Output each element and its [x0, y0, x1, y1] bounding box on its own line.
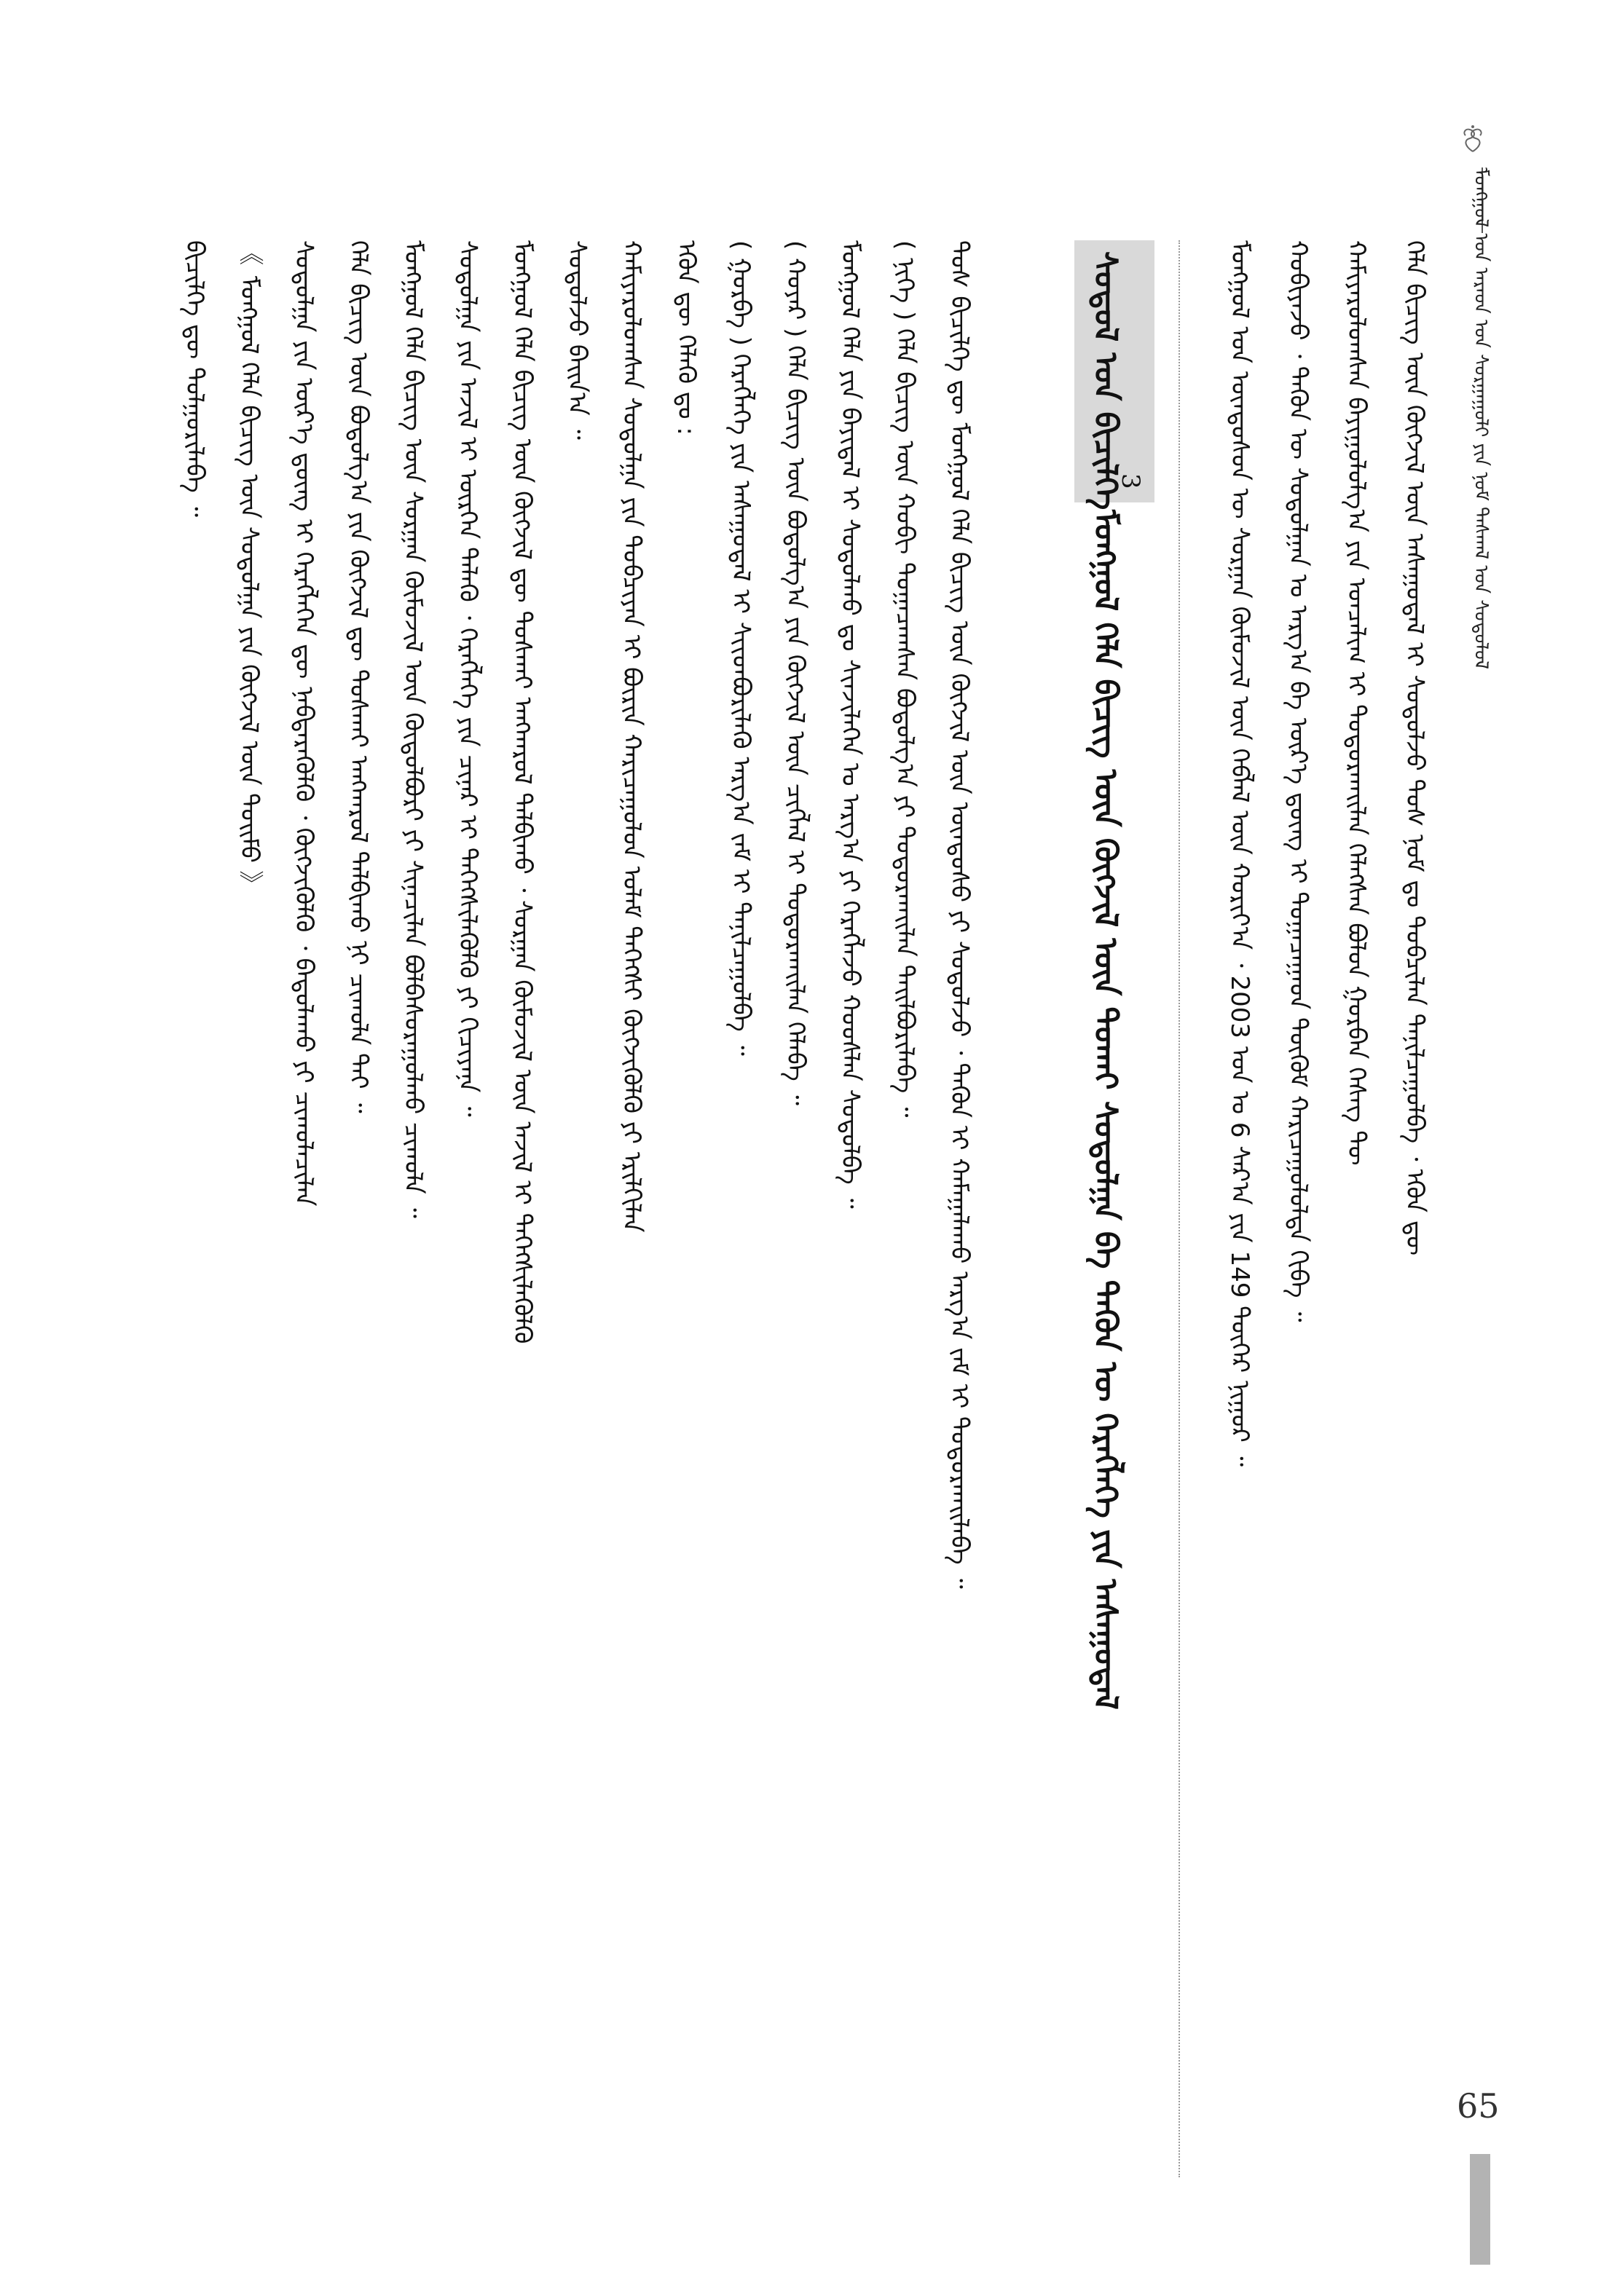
page-tab: [1470, 2154, 1490, 2265]
top-block-line: ᠮᠣᠩᠭᠤᠯ ᠤᠨ ᠦᠨᠳᠦᠰᠦᠨ ᠦ ᠰᠤᠷᠭᠠᠨ ᠬᠦᠮᠦᠵᠢᠯ ᠦᠨ ᠬᠡᠪᠯᠡᠯ ᠦᠨ ᠬᠣᠷᠢᠶ᠎ᠠ ᠂ 2003 ᠣᠨ ᠤ 6 ᠰᠠᠷ᠎ᠠ ᠶᠢᠨ 149 ᠳᠦᠭᠡᠷ ᠨᠢᠭᠤᠷ ᠃: [1225, 240, 1254, 1467]
top-block-line: ᠬᠤᠪᠢᠶᠠᠵᠤ ᠂ ᠲᠡᠭᠦᠨ ᠦ ᠰᠤᠳᠤᠯᠭᠠᠨ ᠤ ᠠᠷᠭ᠎ᠠ ᠪᠠ ᠦᠷ᠎ᠡ ᠳ᠋ᠦᠩ ᠢ ᠲᠣᠭᠠᠴᠠᠭᠠᠳ ᠳᠦᠭᠦᠮ ᠬᠠᠷᠢᠴᠠᠭᠤᠯᠤᠯᠲᠠ ᠬᠢᠪᠡ ᠃: [1283, 240, 1313, 1322]
ornament-icon: [1451, 124, 1495, 153]
paragraph-line: ᠬᠠᠮᠢᠶᠠᠷᠤᠯᠤᠭᠰᠠᠨ ᠰᠤᠳᠤᠯᠭᠠ ᠶᠢᠨ ᠲᠣᠪᠴᠢᠶᠠᠨ ᠢ ᠪᠦᠷᠢᠨ ᠬᠠᠷᠢᠴᠠᠭᠤᠯᠤᠨ ᠤᠯᠠᠮ ᠳᠡᠭᠡᠭᠰᠢ ᠬᠥᠭᠵᠢᠭᠦᠯᠬᠦ ᠶᠢ ᠡᠷᠢᠯᠬᠢᠯᠡᠨ: [617, 240, 646, 1233]
heading-number: 3: [1116, 473, 1145, 489]
paragraph-line: ᠲᠤᠰ ᠪᠢᠴᠢᠯᠭᠡ ᠳᠦ ᠮᠣᠩᠭᠤᠯ ᠬᠡᠯᠡ ᠪᠢᠴᠢᠭ ᠦᠨ ᠬᠥᠭᠵᠢᠯ ᠦᠨ ᠦᠨᠳᠦᠰᠦ ᠶᠢ ᠰᠤᠳᠤᠯᠵᠤ ᠂ ᠲᠡᠭᠦᠨ ᠢ ᠬᠠᠮᠠᠭᠠᠯᠠᠬᠤ ᠠᠷᠭ᠎ᠠ ᠵᠠᠮ ᠢ ᠲᠣᠳᠤᠷᠬᠠᠢᠯᠠᠪᠠ ᠃: [945, 240, 974, 1589]
paragraph-line: ᠰᠤᠳᠤᠯᠵᠤ ᠪᠠᠢᠨ᠎ᠠ ᠃: [562, 240, 591, 440]
separator-line: [1179, 240, 1180, 2177]
paragraph-line: ᠰᠤᠳᠤᠯᠭᠠ ᠶᠢᠨ ᠠᠵᠢᠯ ᠢ ᠥᠷᠭᠡᠨ ᠲᠡᠯᠡᠬᠦ ᠂ ᠬᠡᠷᠡᠭᠯᠡᠭᠡ ᠶᠢᠨ ᠴᠢᠨᠠᠷ ᠢ ᠳᠡᠭᠡᠭᠰᠢᠯᠡᠭᠦᠯᠬᠦ ᠶᠢ ᠬᠢᠴᠢᠶᠡᠨᠡ ᠃: [453, 240, 482, 1117]
top-block-line: ᠬᠠᠮᠢᠶᠠᠷᠤᠯᠤᠭᠰᠠᠨ ᠪᠠᠶᠢᠭᠤᠯᠤᠯᠭ᠎ᠠ ᠶᠢᠨ ᠣᠨᠴᠠᠯᠢᠭ ᠢ ᠲᠣᠳᠤᠷᠬᠠᠢᠯᠠᠨ ᠬᠡᠯᠡᠭᠰᠡᠨ ᠪᠣᠯᠤᠨ ᠭᠤᠷᠪᠠᠨ ᠬᠡᠰᠡᠭ ᠲᠦ: [1342, 240, 1371, 1166]
top-block-line: ᠬᠡᠯᠡ ᠪᠢᠴᠢᠭ ᠦᠨ ᠬᠥᠭᠵᠢᠯ ᠦᠨ ᠠᠰᠠᠭᠤᠳᠠᠯ ᠢ ᠰᠤᠳᠤᠯᠵᠤ ᠲᠤᠰ ᠨᠤᠮ ᠳᠤ ᠲᠣᠪᠴᠢᠯᠠᠨ ᠲᠠᠨᠢᠯᠴᠠᠭᠤᠯᠪᠠ ᠂ ᠡᠭᠦᠨ ᠳᠦ: [1400, 240, 1429, 1256]
paragraph-line: ᠮᠣᠩᠭᠤᠯ ᠬᠡᠯᠡ ᠪᠢᠴᠢᠭ ᠦᠨ ᠬᠥᠭᠵᠢᠯ ᠳᠦ ᠲᠤᠰᠬᠠᠢ ᠠᠩᠬᠠᠷᠤᠯ ᠲᠠᠯᠪᠢᠬᠤ ᠂ ᠰᠤᠷᠭᠠᠨ ᠬᠦᠮᠦᠵᠢᠯ ᠦᠨ ᠠᠵᠢᠯ ᠢ ᠳᠡᠭᠡᠭᠰᠢᠯᠡᠭᠦᠯᠬᠦ: [508, 240, 537, 1344]
paragraph-line: ( ᠬᠣᠶᠠᠷ ) ᠬᠡᠯᠡ ᠪᠢᠴᠢᠭ ᠦᠨ ᠪᠣᠳᠤᠯᠭ᠎ᠠ ᠶᠢᠨ ᠬᠥᠭᠵᠢᠯ ᠦᠨ ᠴᠢᠭᠯᠡᠯ ᠢ ᠲᠣᠳᠤᠷᠬᠠᠢᠯᠠᠨ ᠬᠡᠯᠡᠪᠡ ᠃: [781, 240, 810, 1105]
paragraph-line: ( ᠭᠤᠷᠪᠠ ) ᠬᠡᠷᠡᠭᠯᠡᠭᠡ ᠶᠢᠨ ᠠᠰᠠᠭᠤᠳᠠᠯ ᠢ ᠰᠢᠢᠳᠪᠦᠷᠢᠯᠡᠬᠦ ᠠᠷᠭ᠎ᠠ ᠵᠠᠮ ᠢ ᠲᠠᠨᠢᠯᠴᠠᠭᠤᠯᠪᠠ ᠃: [726, 240, 755, 1056]
running-head: ᠮᠣᠩᠭᠤᠯ ᠤᠨ ᠠᠷᠠᠳ ᠤᠨ ᠰᠤᠷᠭᠠᠭᠤᠯᠢ ᠶᠢᠨ ᠨᠤᠮ ᠳᠠᠰᠬᠠᠯ ᠤᠨ ᠰᠤᠳᠤᠯᠤᠯ: [1470, 167, 1492, 670]
page-number: 65: [1457, 2086, 1500, 2126]
paragraph-line: 《 ᠮᠣᠩᠭᠤᠯ ᠬᠡᠯᠡ ᠪᠢᠴᠢᠭ ᠦᠨ ᠰᠤᠳᠤᠯᠭᠠ ᠶᠢᠨ ᠬᠥᠭᠵᠢᠯ ᠦᠨ ᠲᠣᠢᠮᠤ 》: [235, 240, 264, 897]
paragraph-line: ᠪᠢᠴᠢᠯᠭᠡ ᠳᠦ ᠲᠤᠯᠭᠤᠷᠢᠯᠠᠪᠠ ᠃: [180, 240, 209, 517]
heading-label: ᠰᠤᠳᠤᠯ ᠤᠨ ᠪᠢᠴᠢᠯᠭᠡ: [1087, 251, 1124, 510]
heading-title: ᠮᠣᠩᠭᠤᠯ ᠬᠡᠯᠡ ᠪᠢᠴᠢᠭ ᠦᠨ ᠬᠥᠭᠵᠢᠯ ᠦᠨ ᠲᠤᠬᠠᠢ ᠰᠤᠳᠤᠯᠭᠠ ᠪᠠ ᠲᠡᠭᠦᠨ ᠦ ᠬᠡᠷᠡᠭᠯᠡᠭᠡ ᠶᠢᠨ ᠠᠰᠠᠭᠤᠳᠠᠯ: [1087, 510, 1124, 1710]
paragraph-line: ᠬᠡᠯᠡ ᠪᠢᠴᠢᠭ ᠦᠨ ᠪᠣᠳᠤᠯᠭ᠎ᠠ ᠶᠢᠨ ᠬᠥᠭᠵᠢᠯ ᠳᠦ ᠲᠤᠰᠬᠠᠢ ᠠᠩᠬᠠᠷᠤᠯ ᠲᠠᠯᠪᠢᠬᠤ ᠨᠢ ᠴᠢᠬᠤᠯᠠ ᠲᠠᠢ ᠃: [344, 240, 373, 1113]
paragraph-line: ᠡᠭᠦᠨ ᠳᠦ ᠬᠡᠯᠡᠬᠦ ᠳᠤ :: [672, 240, 701, 435]
paragraph-line: ᠮᠣᠩᠭᠤᠯ ᠬᠡᠯᠡ ᠶᠢᠨ ᠪᠠᠶᠢᠳᠠᠯ ᠢ ᠰᠤᠳᠤᠯᠬᠤ ᠳᠤ ᠰᠢᠨᠵᠢᠯᠡᠭᠡᠨ ᠤ ᠠᠷᠭ᠎ᠠ ᠶᠢ ᠬᠡᠷᠡᠭᠯᠡᠵᠦ ᠬᠣᠣᠰᠯᠠᠨ ᠰᠤᠳᠤᠯᠪᠠ ᠃: [835, 240, 865, 1209]
paragraph-line: ᠮᠣᠩᠭᠤᠯ ᠬᠡᠯᠡ ᠪᠢᠴᠢᠭ ᠦᠨ ᠰᠤᠷᠭᠠᠨ ᠬᠦᠮᠦᠵᠢᠯ ᠦᠨ ᠬᠥᠲᠦᠯᠪᠦᠷᠢ ᠶᠢ ᠰᠢᠨᠡᠴᠢᠯᠡᠨ ᠪᠣᠯᠪᠠᠰᠤᠷᠠᠭᠤᠯᠬᠤ ᠴᠢᠬᠤᠯᠠ ᠃: [398, 240, 428, 1218]
paragraph-line: ( ᠨᠢᠭᠡ ) ᠬᠡᠯᠡ ᠪᠢᠴᠢᠭ ᠦᠨ ᠬᠤᠪᠢ ᠲᠣᠭᠠᠴᠠᠭᠰᠠᠨ ᠪᠣᠳᠤᠯᠭ᠎ᠠ ᠶᠢ ᠲᠣᠳᠤᠷᠬᠠᠢᠯᠠᠨ ᠲᠠᠢᠯᠪᠤᠷᠢᠯᠠᠪᠠ ᠃: [890, 240, 919, 1118]
paragraph-line: ᠰᠤᠳᠤᠯᠭᠠ ᠶᠢᠨ ᠦᠷ᠎ᠡ ᠳ᠋ᠦᠩ ᠢ ᠬᠡᠷᠡᠭᠯᠡᠭᠡᠨ ᠳᠦ ᠨᠡᠪᠲᠡᠷᠡᠭᠦᠯᠬᠦ ᠂ ᠬᠥᠭᠵᠢᠭᠦᠯᠬᠦ ᠂ ᠪᠠᠲᠤᠯᠠᠬᠤ ᠶᠢ ᠴᠢᠬᠤᠯᠠᠴᠢᠯᠠᠨ: [289, 240, 318, 1207]
